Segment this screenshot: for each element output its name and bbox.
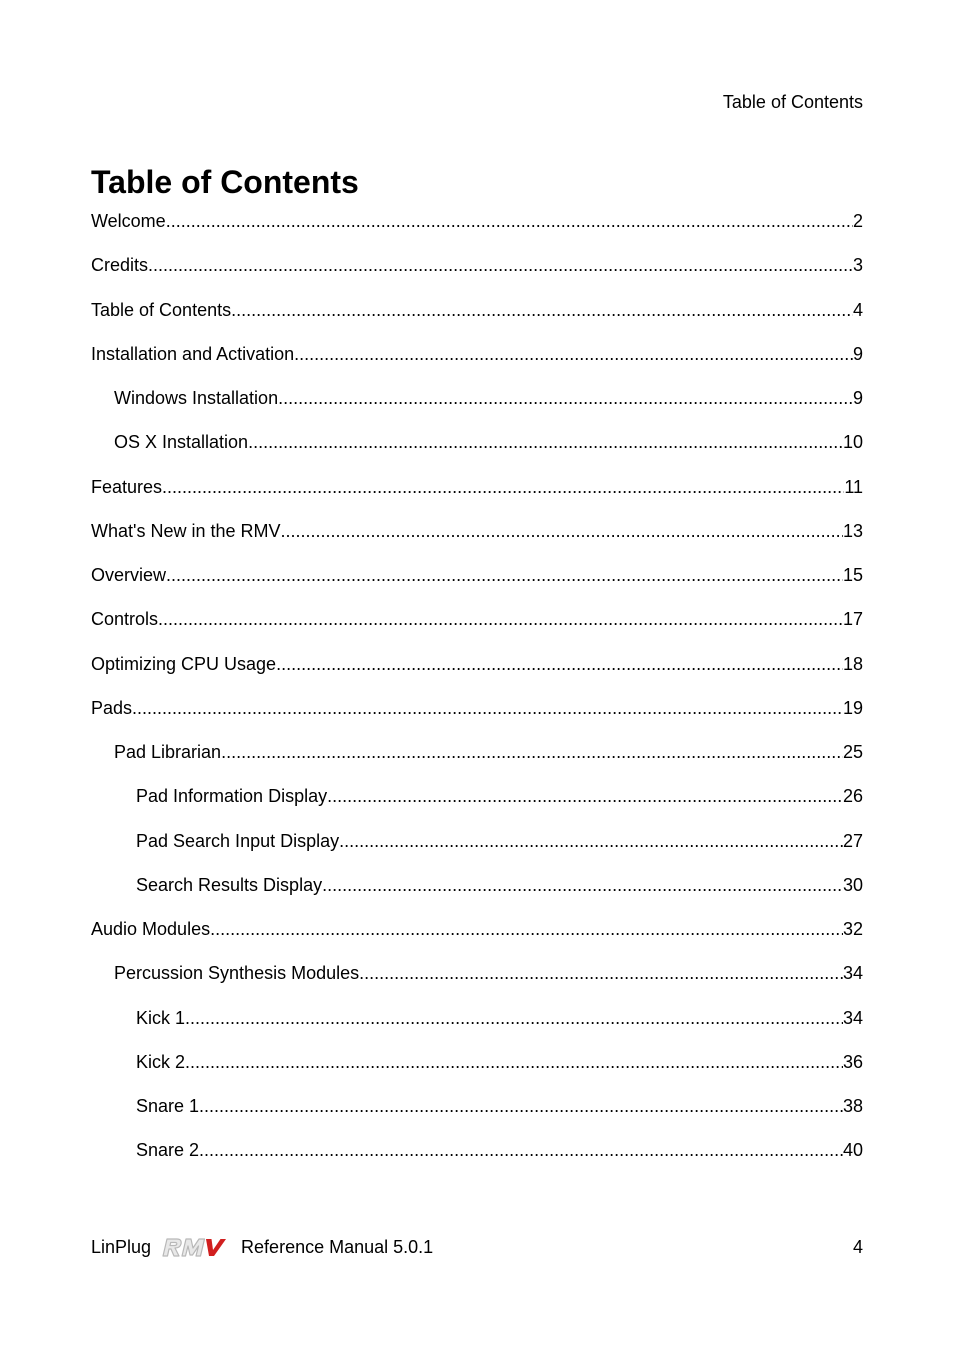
- toc-entry-page-number: 9: [852, 388, 863, 408]
- toc-entry-label: Snare 1: [136, 1096, 200, 1116]
- toc-entry-label: Welcome: [91, 211, 166, 231]
- toc-entry-page-number: 4: [852, 299, 863, 320]
- toc-entry[interactable]: [91, 210, 863, 254]
- running-header: Table of Contents: [722, 92, 863, 112]
- toc-dot-leader: [276, 653, 843, 675]
- toc-entry[interactable]: [91, 697, 863, 741]
- toc-entry-label: Overview: [91, 565, 167, 585]
- toc-entry-page-number: 32: [842, 919, 863, 939]
- toc-entry[interactable]: [91, 785, 863, 829]
- toc-entry-page-number: 2: [852, 211, 863, 231]
- toc-entry-label: Kick 2: [136, 1051, 186, 1072]
- toc-entry-page-number: 18: [842, 653, 863, 674]
- toc-dot-leader: [322, 874, 843, 896]
- toc-entry-page-number: 36: [842, 1051, 863, 1072]
- toc-entry-label: Credits: [91, 255, 149, 276]
- toc-entry-page-number: 38: [842, 1096, 863, 1116]
- toc-entry-label: Snare 2: [136, 1140, 200, 1161]
- toc-entry-page-number: 30: [842, 874, 863, 895]
- toc-entry[interactable]: [91, 1095, 863, 1139]
- page-footer: [91, 1236, 863, 1258]
- toc-entry-page-number: 19: [842, 697, 863, 718]
- toc-entry[interactable]: [91, 608, 863, 652]
- toc-entry-label: Pad Librarian: [114, 742, 222, 762]
- toc-entry[interactable]: [91, 387, 863, 431]
- toc-entry[interactable]: [91, 254, 863, 298]
- toc-entry-page-number: 15: [842, 565, 863, 585]
- toc-dot-leader: [248, 431, 843, 453]
- toc-entry-page-number: 27: [842, 830, 863, 851]
- toc-entry[interactable]: [91, 741, 863, 785]
- toc-dot-leader: [166, 564, 843, 586]
- toc-dot-leader: [294, 343, 853, 365]
- toc-entry-label: What's New in the RMV: [91, 520, 281, 541]
- toc-entry[interactable]: [91, 343, 863, 387]
- toc-dot-leader: [339, 830, 843, 852]
- toc-dot-leader: [231, 299, 853, 321]
- toc-entry[interactable]: [91, 299, 863, 343]
- toc-dot-leader: [185, 1007, 843, 1029]
- toc-dot-leader: [221, 741, 843, 763]
- toc-entry-page-number: 34: [842, 1007, 863, 1028]
- toc-dot-leader: [132, 697, 843, 719]
- toc-entry-label: Search Results Display: [136, 874, 323, 895]
- toc-dot-leader: [278, 387, 853, 409]
- toc-dot-leader: [210, 918, 843, 940]
- toc-entry[interactable]: [91, 431, 863, 475]
- toc-dot-leader: [199, 1095, 843, 1117]
- footer-brand: LinPlug: [91, 1237, 152, 1257]
- toc-entry[interactable]: [91, 962, 863, 1006]
- toc-entry-page-number: 9: [852, 343, 863, 364]
- toc-entry-page-number: 40: [842, 1140, 863, 1161]
- toc-entry-page-number: 10: [842, 432, 863, 453]
- toc-dot-leader: [327, 785, 843, 807]
- toc-dot-leader: [162, 476, 844, 498]
- toc-entry-page-number: 17: [842, 609, 863, 630]
- footer-document-title: Reference Manual 5.0.1: [241, 1237, 434, 1257]
- toc-entry-page-number: 26: [842, 786, 863, 807]
- toc-dot-leader: [148, 254, 853, 276]
- toc-entry[interactable]: [91, 1139, 863, 1183]
- toc-entry-label: Pads: [91, 697, 133, 718]
- toc-entry-label: Pad Search Input Display: [136, 830, 340, 851]
- toc-entry-label: Audio Modules: [91, 919, 211, 939]
- toc-dot-leader: [158, 608, 843, 630]
- footer-page-number: 4: [852, 1237, 863, 1257]
- toc-entry-label: Installation and Activation: [91, 343, 295, 364]
- toc-entry[interactable]: [91, 1007, 863, 1051]
- toc-entry-label: Windows Installation: [114, 388, 279, 408]
- toc-entry[interactable]: [91, 653, 863, 697]
- toc-entry-label: Percussion Synthesis Modules: [114, 963, 360, 984]
- toc-dot-leader: [166, 210, 853, 232]
- toc-entry[interactable]: [91, 918, 863, 962]
- toc-entry[interactable]: [91, 830, 863, 874]
- toc-entry-label: Controls: [91, 609, 159, 630]
- toc-entry-label: Kick 1: [136, 1007, 186, 1028]
- toc-entry-page-number: 25: [842, 742, 863, 762]
- toc-entry-label: OS X Installation: [114, 432, 249, 453]
- page-title: Table of Contents: [91, 164, 359, 200]
- toc-entry[interactable]: [91, 476, 863, 520]
- toc-entry[interactable]: [91, 564, 863, 608]
- toc-entry-page-number: 3: [852, 255, 863, 276]
- toc-entry[interactable]: [91, 874, 863, 918]
- toc-entry-label: Table of Contents: [91, 299, 232, 320]
- toc-dot-leader: [281, 520, 843, 542]
- toc-entry-label: Pad Information Display: [136, 786, 328, 807]
- toc-entry-page-number: 13: [842, 520, 863, 541]
- toc-dot-leader: [199, 1139, 843, 1161]
- toc-list: [91, 210, 863, 1184]
- toc-entry-page-number: 34: [842, 963, 863, 984]
- toc-entry-label: Optimizing CPU Usage: [91, 653, 277, 674]
- toc-entry-label: Features: [91, 476, 163, 497]
- rmv-logo: [157, 1236, 235, 1258]
- toc-entry[interactable]: [91, 520, 863, 564]
- toc-dot-leader: [185, 1051, 843, 1073]
- toc-entry-page-number: 11: [844, 476, 863, 497]
- toc-dot-leader: [359, 962, 843, 984]
- toc-entry[interactable]: [91, 1051, 863, 1095]
